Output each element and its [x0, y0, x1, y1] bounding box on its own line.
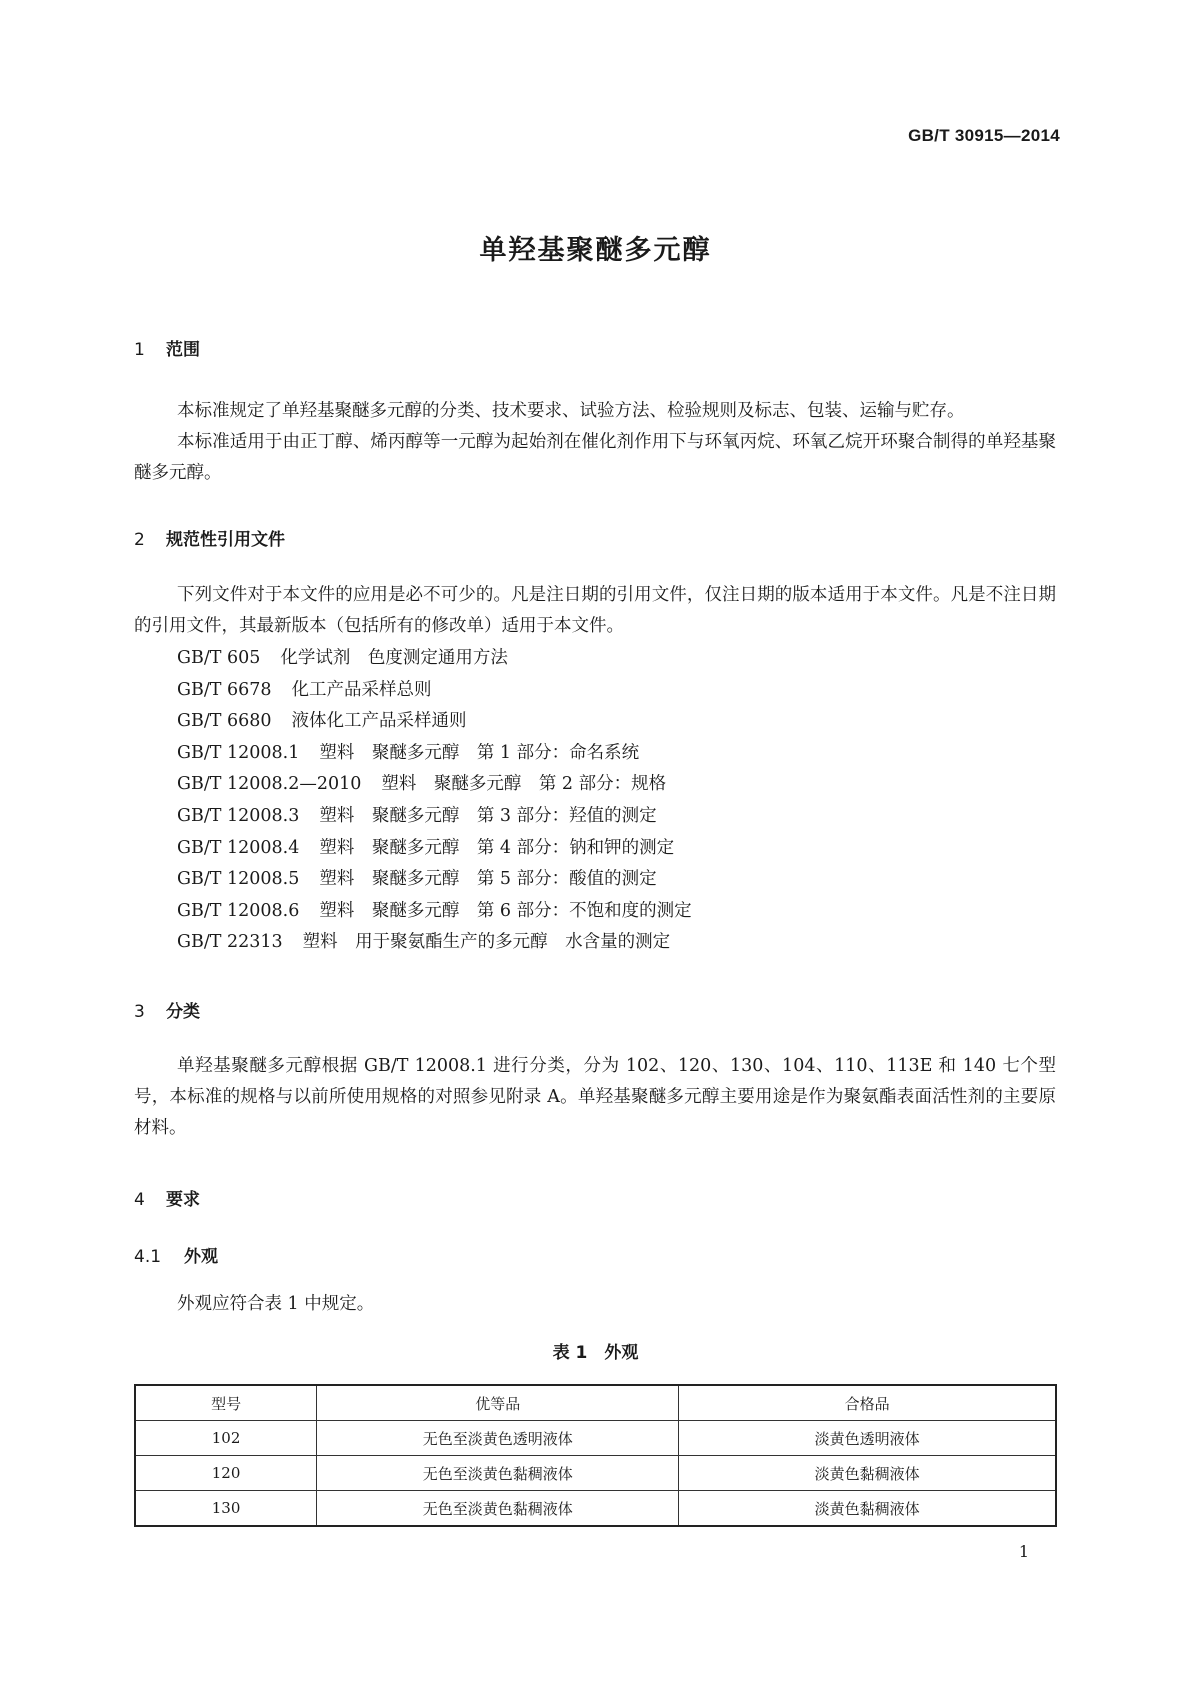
table-cell: 无色至淡黄色黏稠液体 — [317, 1456, 679, 1491]
reference-title: 塑料 聚醚多元醇 第 4 部分：钠和钾的测定 — [319, 837, 675, 858]
section-1-paragraph-1: 本标准规定了单羟基聚醚多元醇的分类、技术要求、试验方法、检验规则及标志、包装、运输与贮存。 — [177, 401, 965, 421]
section-4-1-heading — [134, 1242, 218, 1267]
reference-code: GB/T 22313 — [177, 932, 283, 953]
reference-title: 化工产品采样总则 — [291, 679, 432, 700]
table-row — [135, 1456, 1056, 1491]
reference-title: 塑料 聚醚多元醇 第 6 部分：不饱和度的测定 — [319, 900, 692, 921]
reference-code: GB/T 12008.4 — [177, 837, 300, 858]
table-row — [135, 1421, 1056, 1456]
section-2-heading — [134, 525, 285, 550]
reference-title: 塑料 聚醚多元醇 第 3 部分：羟值的测定 — [319, 805, 657, 826]
section-number: 1 — [134, 340, 145, 360]
reference-item — [177, 769, 712, 801]
reference-code: GB/T 12008.3 — [177, 805, 300, 826]
reference-item — [177, 675, 712, 707]
table-cell: 130 — [135, 1491, 317, 1527]
section-title: 要求 — [166, 1190, 200, 1210]
column-header-premium: 优等品 — [317, 1385, 679, 1421]
reference-item — [177, 801, 712, 833]
reference-title: 液体化工产品采样通则 — [291, 711, 467, 732]
section-number: 3 — [134, 1002, 145, 1022]
reference-code: GB/T 12008.2—2010 — [177, 774, 362, 795]
reference-item — [177, 833, 712, 865]
section-4-1-paragraph: 外观应符合表 1 中规定。 — [177, 1294, 375, 1314]
reference-code: GB/T 12008.1 — [177, 742, 300, 763]
section-number: 4 — [134, 1190, 145, 1210]
section-3-heading — [134, 997, 200, 1022]
table-cell: 120 — [135, 1456, 317, 1491]
reference-code: GB/T 12008.6 — [177, 900, 300, 921]
column-header-qualified: 合格品 — [679, 1385, 1056, 1421]
section-1-heading — [134, 335, 200, 360]
reference-item — [177, 643, 712, 675]
normative-references-list — [177, 643, 712, 959]
reference-item — [177, 738, 712, 770]
reference-title: 塑料 聚醚多元醇 第 5 部分：酸值的测定 — [319, 869, 657, 890]
reference-code: GB/T 6680 — [177, 711, 272, 732]
reference-title: 塑料 用于聚氨酯生产的多元醇 水含量的测定 — [302, 932, 671, 953]
reference-title: 塑料 聚醚多元醇 第 2 部分：规格 — [381, 774, 667, 795]
section-title: 范围 — [166, 340, 200, 360]
section-title: 分类 — [166, 1002, 200, 1022]
table-cell: 无色至淡黄色黏稠液体 — [317, 1491, 679, 1527]
appearance-table — [134, 1384, 1057, 1527]
standard-code: GB/T 30915—2014 — [908, 126, 1060, 145]
reference-item — [177, 706, 712, 738]
reference-item — [177, 927, 712, 959]
table-caption: 表 1 外观 — [552, 1343, 639, 1363]
section-1-paragraph-2: 本标准适用于由正丁醇、烯丙醇等一元醇为起始剂在催化剂作用下与环氧丙烷、环氧乙烷开环聚合制得的单羟基聚醚多元醇。 — [134, 432, 1056, 483]
table-cell: 淡黄色透明液体 — [679, 1421, 1056, 1456]
table-cell: 无色至淡黄色透明液体 — [317, 1421, 679, 1456]
section-4-heading — [134, 1185, 200, 1210]
reference-item — [177, 864, 712, 896]
reference-code: GB/T 6678 — [177, 679, 272, 700]
section-2-intro: 下列文件对于本文件的应用是必不可少的。凡是注日期的引用文件，仅注日期的版本适用于本文件。凡是不注日期的引用文件，其最新版本（包括所有的修改单）适用于本文件。 — [134, 585, 1056, 636]
table-cell: 淡黄色黏稠液体 — [679, 1491, 1056, 1527]
section-number: 2 — [134, 530, 145, 550]
section-3-paragraph: 单羟基聚醚多元醇根据 GB/T 12008.1 进行分类，分为 102、120、130、104、110、113E 和 140 七个型号，本标准的规格与以前所使用规格的对照参见附录 A。单羟基聚醚多元醇主要用途是作为聚氨酯表面活性剂的主要原材料。 — [134, 1056, 1056, 1138]
table-header-row — [135, 1385, 1056, 1421]
table-row — [135, 1491, 1056, 1527]
reference-item — [177, 896, 712, 928]
reference-code: GB/T 12008.5 — [177, 869, 300, 890]
page-number: 1 — [1018, 1542, 1029, 1561]
document-title: 单羟基聚醚多元醇 — [479, 235, 712, 266]
reference-title: 化学试剂 色度测定通用方法 — [280, 648, 508, 668]
section-title: 外观 — [184, 1247, 218, 1267]
section-number: 4.1 — [134, 1247, 162, 1267]
reference-code: GB/T 605 — [177, 648, 261, 668]
column-header-model: 型号 — [135, 1385, 317, 1421]
table-cell: 102 — [135, 1421, 317, 1456]
reference-title: 塑料 聚醚多元醇 第 1 部分：命名系统 — [319, 742, 640, 763]
section-title: 规范性引用文件 — [166, 530, 285, 550]
table-cell: 淡黄色黏稠液体 — [679, 1456, 1056, 1491]
